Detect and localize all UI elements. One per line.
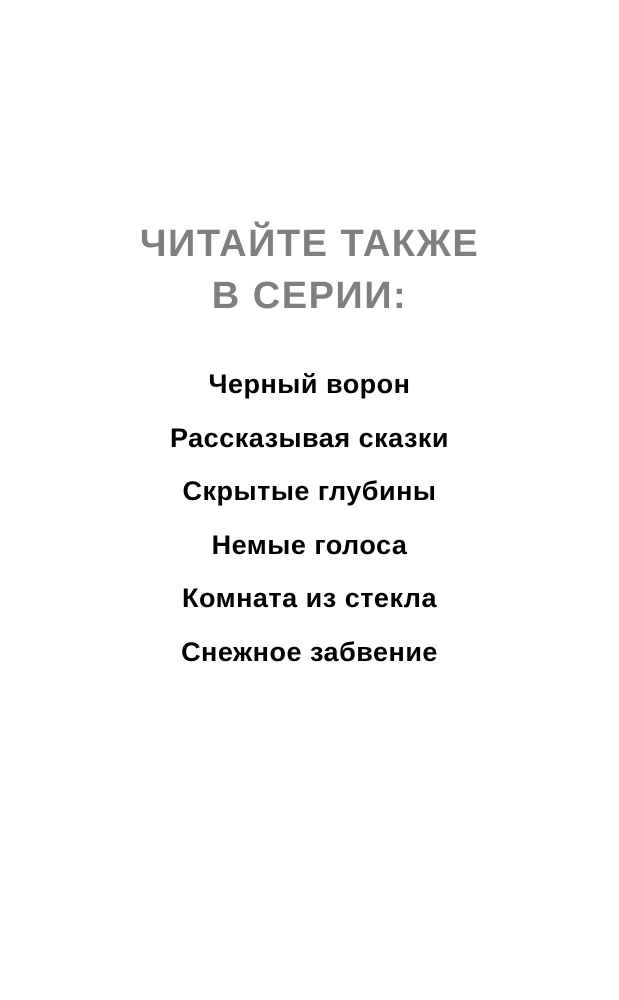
series-title-item: Немые голоса <box>211 529 408 560</box>
series-title-item: Снежное забвение <box>181 636 438 667</box>
series-title-item: Комната из стекла <box>182 583 437 613</box>
series-title-item: Черный ворон <box>208 369 411 399</box>
series-title-item: Рассказывая сказки <box>170 422 449 453</box>
series-heading-line1: ЧИТАЙТЕ ТАКЖЕ <box>139 223 480 265</box>
series-title-list <box>0 358 619 679</box>
series-title-item: Скрытые глубины <box>182 476 437 506</box>
series-heading-line2: В СЕРИИ: <box>211 275 408 317</box>
series-heading <box>0 218 619 322</box>
